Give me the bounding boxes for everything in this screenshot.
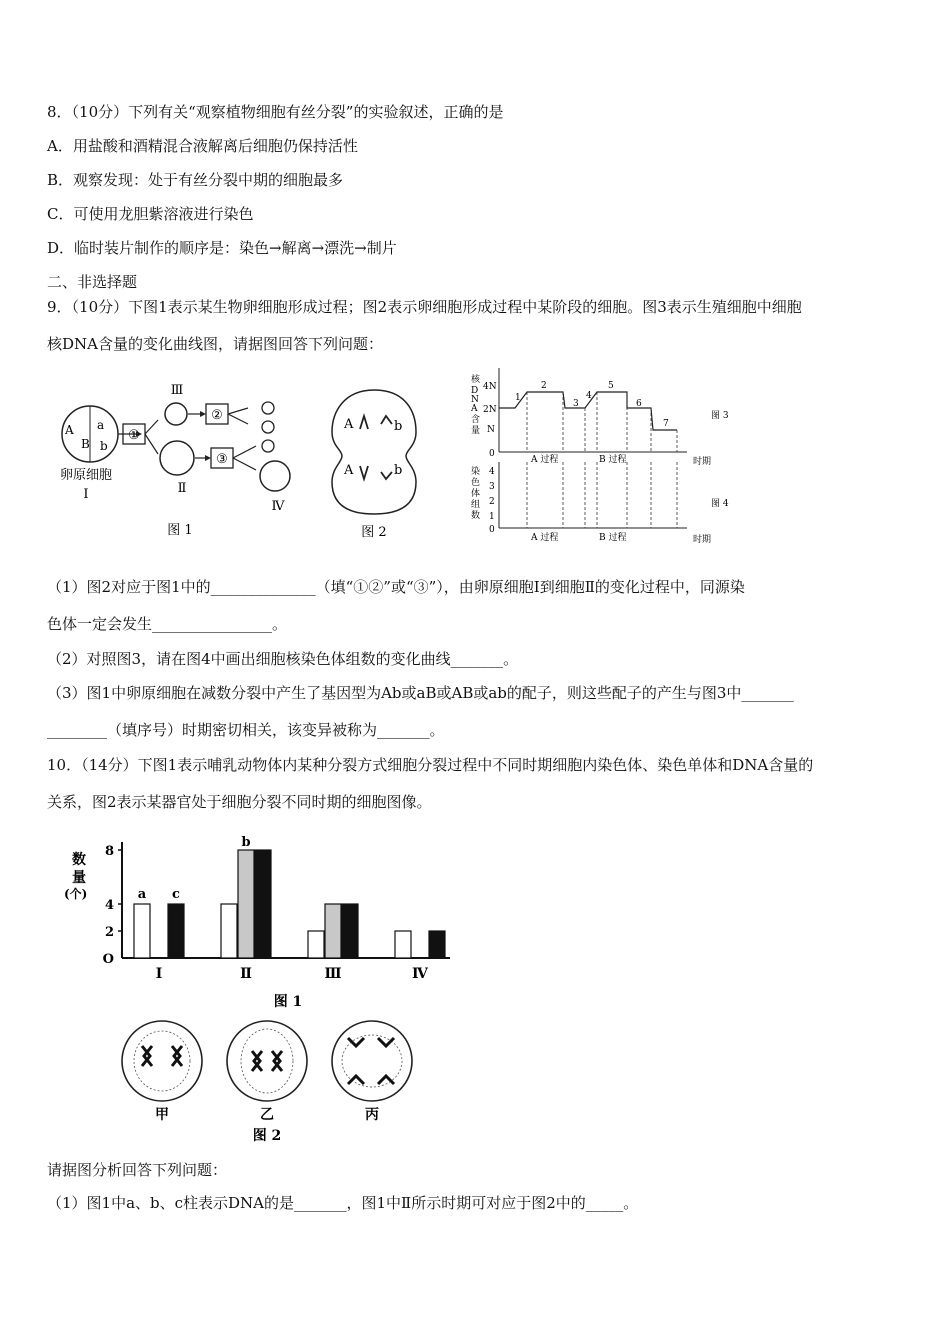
bar-a-1 (134, 904, 150, 958)
bar-series-a-label: a (137, 887, 147, 902)
q9-figure-3-4 (455, 362, 745, 548)
fig4-ylabel-5: 数 (471, 511, 481, 521)
fig3-ylabel-3: N (471, 395, 479, 405)
bar-category-label: Ⅰ (155, 966, 163, 982)
polar-body-1 (262, 402, 274, 414)
cell-bing-label: 丙 (365, 1107, 379, 1123)
roman-4-label: Ⅳ (271, 499, 285, 514)
bar-ytick: O (102, 952, 114, 967)
bar-ylabel-1: 数 (72, 852, 86, 868)
chromosome-4 (381, 472, 392, 479)
fig3-ylabel-4: A (471, 404, 478, 414)
chromosome-2 (381, 416, 392, 424)
section-title: 二、非选择题 (47, 273, 138, 291)
egg-cell (260, 461, 290, 491)
bar-a-2 (221, 904, 237, 958)
fig2-gene-1: A (344, 417, 354, 432)
fig3-ytick-2n: 2N (483, 405, 497, 415)
bar-c-1 (168, 904, 184, 958)
gene-b-small: b (100, 439, 108, 453)
q10-sub1: （1）图1中a、b、c柱表示DNA的是_______，图1中Ⅱ所示时期可对应于图2中的_____。 (47, 1194, 639, 1212)
bar-a-4 (395, 931, 411, 958)
bar-category-label: Ⅲ (324, 966, 342, 982)
fig4-ytick-1: 1 (489, 512, 495, 522)
fig3-ylabel-2: D (471, 386, 479, 396)
fig3-seg-3: 3 (573, 399, 579, 409)
q8-option-c: C．可使用龙胆紫溶液进行染色 (47, 205, 254, 223)
q8-option-b: B．观察发现：处于有丝分裂中期的细胞最多 (47, 171, 344, 189)
cell-jia (122, 1021, 202, 1123)
fig1-caption: 图 1 (167, 523, 193, 538)
gene-b-top: B (81, 437, 90, 451)
fig3-seg-7: 7 (663, 419, 669, 429)
fig4-ytick-0: 0 (489, 525, 495, 535)
q10-bar-chart (60, 832, 460, 1012)
cell-yi-label: 乙 (260, 1107, 274, 1123)
q9-sub1-line2: 色体一定会发生________________。 (47, 615, 288, 633)
fig4-ylabel-4: 组 (471, 500, 481, 510)
bar-ytick: 4 (104, 898, 114, 913)
q10-figure-2 (112, 1016, 432, 1146)
fig3-seg-2: 2 (541, 381, 547, 391)
fig2-gene-4: b (394, 463, 403, 478)
gene-a-top: A (65, 423, 74, 437)
chromosome-1 (360, 416, 368, 429)
fig4-ylabel-1: 染 (471, 467, 481, 477)
fig3-process-a: A 过程 (531, 455, 559, 465)
bar-ytick: 8 (104, 844, 114, 859)
step-2-label: ② (211, 408, 223, 423)
fig4-ytick-2: 2 (489, 497, 495, 507)
q9-sub3-line2: ________（填序号）时期密切相关，该变异被称为_______。 (47, 721, 445, 739)
q8-option-d: D．临时装片制作的顺序是：染色→解离→漂洗→制片 (47, 239, 397, 257)
q9-sub1-line1: （1）图2对应于图1中的______________（填“①②”或“③”），由卵原细胞Ⅰ到细胞Ⅱ的变化过程中，同源染 (47, 578, 745, 596)
gene-a-small: a (97, 418, 105, 432)
fig3-xlabel: 时期 (693, 457, 712, 467)
fig3-caption: 图 3 (711, 411, 729, 421)
step-1-label: ① (128, 428, 140, 443)
bar-c-2 (255, 850, 271, 958)
fig4-ylabel-3: 体 (471, 489, 481, 499)
q10-stem-line2: 关系，图2表示某器官处于细胞分裂不同时期的细胞图像。 (47, 793, 432, 811)
fig3-seg-1: 1 (515, 393, 521, 403)
fig2b-caption: 图 2 (252, 1128, 282, 1144)
fig3-seg-5: 5 (608, 381, 614, 391)
chromosome-3 (360, 466, 368, 479)
q9-figure-2 (326, 384, 426, 544)
fig3-ylabel-1: 核 (471, 375, 481, 385)
fig3-process-b: B 过程 (599, 455, 627, 465)
secondary-oocyte (160, 441, 194, 475)
roman-3-label: Ⅲ (170, 383, 184, 398)
oogonium-label: 卵原细胞 (60, 468, 113, 483)
fig4-ylabel-2: 色 (471, 478, 481, 488)
bar-c-4 (429, 931, 445, 958)
fig3-ylabel-6: 量 (471, 426, 481, 436)
fig2-gene-2: b (394, 419, 403, 434)
bar-category-label: Ⅱ (240, 966, 252, 982)
fig4-process-b: B 过程 (599, 533, 627, 543)
roman-2-label: Ⅱ (177, 481, 187, 496)
q9-figure-1 (50, 372, 320, 547)
bar-c-3 (342, 904, 358, 958)
q10-stem-line1: 10．（14分）下图1表示哺乳动物体内某种分裂方式细胞分裂过程中不同时期细胞内染色体、染色单体和DNA含量的 (47, 756, 814, 774)
dividing-cell-outline (332, 390, 416, 514)
bar-series-b-label: b (241, 835, 251, 850)
cell-jia-label: 甲 (155, 1107, 169, 1123)
bar-b-2 (238, 850, 254, 958)
bar-b-3 (325, 904, 341, 958)
fig4-process-a: A 过程 (531, 533, 559, 543)
fig3-ytick-4n: 4N (483, 382, 497, 392)
fig2-caption: 图 2 (361, 525, 387, 540)
polar-body-2 (262, 421, 274, 433)
fig3-seg-4: 4 (586, 391, 592, 401)
q8-stem: 8．（10分）下列有关“观察植物细胞有丝分裂”的实验叙述，正确的是 (47, 103, 504, 121)
bar-ytick: 2 (104, 925, 114, 940)
q9-sub2: （2）对照图3，请在图4中画出细胞核染色体组数的变化曲线_______。 (47, 650, 519, 668)
q9-sub3-line1: （3）图1中卵原细胞在减数分裂中产生了基因型为Ab或aB或AB或ab的配子，则这些配子的产生与图3中_______ (47, 684, 794, 702)
bar-ylabel-3: (个) (64, 887, 88, 901)
cell-bing (332, 1021, 412, 1123)
cell-yi (227, 1021, 307, 1123)
step-3-label: ③ (216, 452, 228, 467)
polar-body-3 (262, 440, 274, 452)
q10-prompt: 请据图分析回答下列问题： (47, 1161, 228, 1179)
bar-a-3 (308, 931, 324, 958)
bar-category-label: Ⅳ (412, 966, 428, 982)
roman-1-label: Ⅰ (83, 487, 89, 502)
fig3-seg-6: 6 (636, 399, 642, 409)
bar-caption: 图 1 (273, 994, 303, 1010)
q9-stem-line2: 核DNA含量的变化曲线图，请据图回答下列问题： (47, 335, 383, 353)
q8-option-a: A．用盐酸和酒精混合液解离后细胞仍保持活性 (47, 137, 358, 155)
bar-series-c-label: c (172, 887, 180, 902)
fig2-gene-3: A (344, 463, 354, 478)
fig3-ytick-n: N (487, 425, 495, 435)
fig4-ytick-3: 3 (489, 482, 495, 492)
q9-stem-line1: 9．（10分）下图1表示某生物卵细胞形成过程；图2表示卵细胞形成过程中某阶段的细胞。图3表示生殖细胞中细胞 (47, 298, 802, 316)
fig3-ytick-0: 0 (489, 449, 495, 459)
bar-ylabel-2: 量 (72, 870, 86, 886)
fig4-xlabel: 时期 (693, 535, 712, 545)
fig4-caption: 图 4 (711, 499, 729, 509)
first-polar-body (165, 403, 187, 425)
fig4-ytick-4: 4 (489, 467, 495, 477)
fig3-ylabel-5: 含 (471, 415, 481, 425)
